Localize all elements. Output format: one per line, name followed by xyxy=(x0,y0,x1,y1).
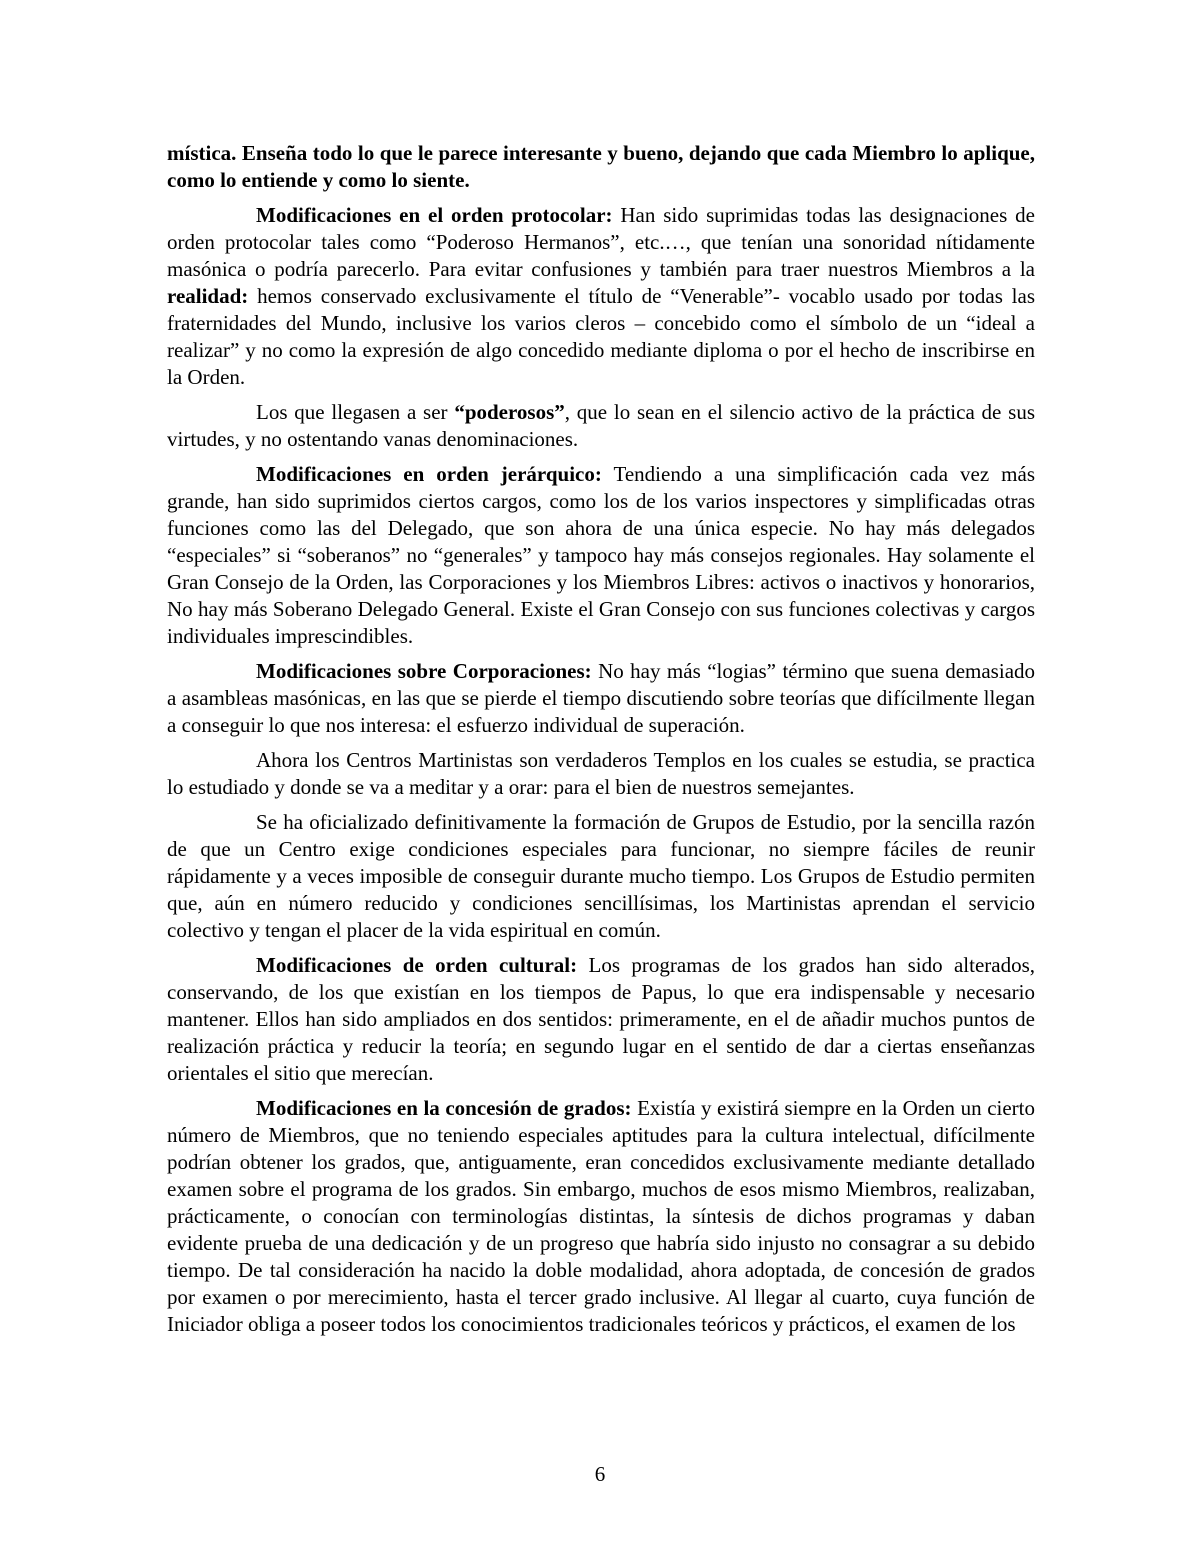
paragraph-grupos: Se ha oficializado definitivamente la formación de Grupos de Estudio, por la sencilla razón de que un Centro exige condiciones especiales para funcionar, no siempre fáciles de reunir rápidamente y a veces imposible de conseguir durante mucho tiempo. Los Grupos de Estudio permiten que, aún en número reducido y condiciones sencillísimas, los Martinistas aprendan el servicio colectivo y tengan el placer de la vida espiritual en común. xyxy=(167,810,1035,942)
paragraph-corporaciones xyxy=(167,658,1035,739)
paragraph-centros: Ahora los Centros Martinistas son verdaderos Templos en los cuales se estudia, se practica lo estudiado y donde se va a meditar y a orar: para el bien de nuestros semejantes. xyxy=(167,748,1035,799)
paragraph-protocolar xyxy=(167,202,1035,391)
paragraph-poderosos-text-a: Los que llegasen a ser xyxy=(256,400,455,424)
paragraph-cultural-text: Los programas de los grados han sido alterados, conservando, de los que existían en los tiempos de Papus, lo que era indispensable y necesario mantener. Ellos han sido ampliados en dos sentidos: primeramente, en el de añadir muchos puntos de realización práctica y reducir la teoría; en segundo lugar en el sentido de dar a ciertas enseñanzas orientales el sitio que merecían. xyxy=(167,953,1036,1085)
bold-poderosos: “poderosos” xyxy=(454,400,565,424)
heading-protocolar: Modificaciones en el orden protocolar: xyxy=(256,203,613,227)
paragraph-jerarquico xyxy=(167,461,1035,650)
paragraph-grados-text: Existía y existirá siempre en la Orden un cierto número de Miembros, que no teniendo especiales aptitudes para la cultura intelectual, difícilmente podrían obtener los grados, que, antiguamente, eran concedidos exclusivamente mediante detallado examen sobre el programa de los grados. Sin embargo, muchos de esos mismo Miembros, realizaban, prácticamente, o conocían con terminologías distintas, la síntesis de dichos programas y daban evidente prueba de una dedicación y de un progreso que habría sido injusto no consagrar a su debido tiempo. De tal consideración ha nacido la doble modalidad, ahora adoptada, de concesión de grados por examen o por merecimiento, hasta el tercer grado inclusive. Al llegar al cuarto, cuya función de Iniciador obliga a poseer todos los conocimientos tradicionales teóricos y prácticos, el examen de los xyxy=(167,1096,1036,1336)
page-number: 6 xyxy=(594,1462,606,1486)
heading-corporaciones: Modificaciones sobre Corporaciones: xyxy=(256,659,592,683)
heading-jerarquico: Modificaciones en orden jerárquico: xyxy=(256,462,602,486)
paragraph-corporaciones-text: No hay más “logias” término que suena demasiado a asambleas masónicas, en las que se pierde el tiempo discutiendo sobre teorías que difícilmente llegan a conseguir lo que nos interesa: el esfuerzo individual de superación. xyxy=(167,659,1036,737)
opening-paragraph: mística. Enseña todo lo que le parece interesante y bueno, dejando que cada Miembro lo aplique, como lo entiende y como lo siente. xyxy=(167,141,1035,192)
paragraph-protocolar-text-b: hemos conservado exclusivamente el título de “Venerable”- vocablo usado por todas las fraternidades del Mundo, inclusive los varios cleros – concebido como el símbolo de un “ideal a realizar” y no como la expresión de algo concedido mediante diploma o por el hecho de inscribirse en la Orden. xyxy=(167,284,1035,389)
paragraph-poderosos xyxy=(167,399,1035,453)
document-body xyxy=(167,140,1035,1346)
paragraph-grados xyxy=(167,1095,1035,1338)
heading-grados: Modificaciones en la concesión de grados: xyxy=(256,1096,632,1120)
paragraph-cultural xyxy=(167,952,1035,1087)
paragraph-poderosos-text-b: , que lo sean en el silencio activo de la práctica de sus virtudes, y no ostentando vanas denominaciones. xyxy=(167,400,1035,451)
paragraph-jerarquico-text: Tendiendo a una simplificación cada vez más grande, han sido suprimidos ciertos cargos, como los de los varios inspectores y simplificadas otras funciones como las del Delegado, que son ahora de una única especie. No hay más delegados “especiales” si “soberanos” no “generales” y tampoco hay más consejos regionales. Hay solamente el Gran Consejo de la Orden, las Corporaciones y los Miembros Libres: activos o inactivos y honorarios, No hay más Soberano Delegado General. Existe el Gran Consejo con sus funciones colectivas y cargos individuales imprescindibles. xyxy=(167,462,1035,648)
bold-realidad: realidad: xyxy=(167,284,249,308)
heading-cultural: Modificaciones de orden cultural: xyxy=(256,953,578,977)
paragraph-protocolar-text-a: Han sido suprimidas todas las designaciones de orden protocolar tales como “Poderoso Hermanos”, etc.…, que tenían una sonoridad nítidamente masónica o podría parecerlo. Para evitar confusiones y también para traer nuestros Miembros a la xyxy=(167,203,1035,281)
